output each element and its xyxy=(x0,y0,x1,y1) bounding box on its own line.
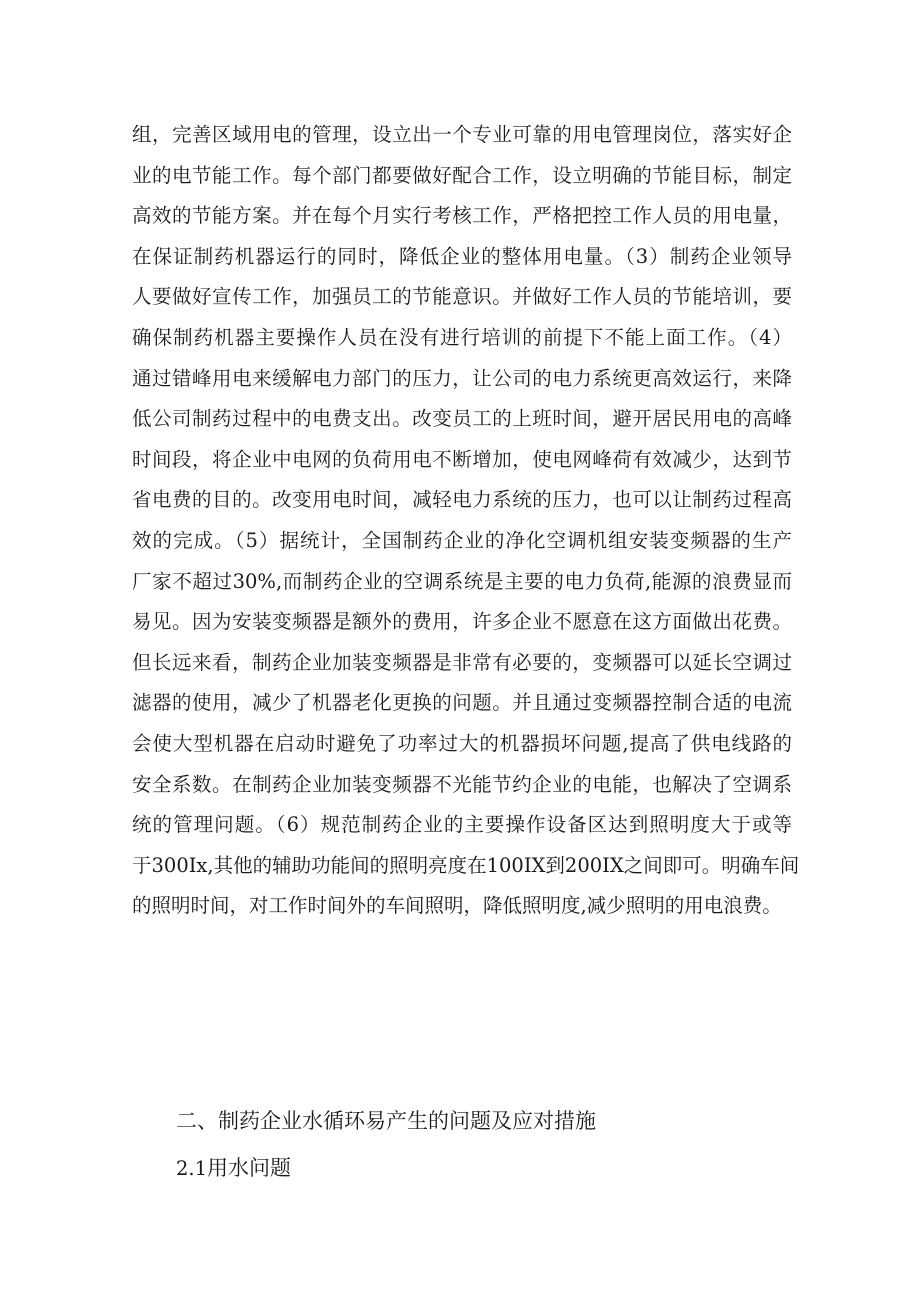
paragraph-line: 效的完成。（5）据统计，全国制药企业的净化空调机组安装变频器的生产 xyxy=(132,528,792,552)
subsection-title: 用水问题 xyxy=(207,1156,292,1180)
paragraph-line: 低公司制药过程中的电费支出。改变员工的上班时间，避开居民用电的高峰 xyxy=(132,407,792,431)
paragraph-line: 人要做好宣传工作，加强员工的节能意识。并做好工作人员的节能培训，要 xyxy=(132,285,792,309)
paragraph-line: 通过错峰用电来缓解电力部门的压力，让公司的电力系统更高效运行，来降 xyxy=(132,366,792,390)
paragraph-line: 业的电节能工作。每个部门都要做好配合工作，设立明确的节能目标，制定 xyxy=(132,163,792,187)
subsection-heading xyxy=(176,1152,291,1182)
paragraph-line: 在保证制药机器运行的同时，降低企业的整体用电量。（3）制药企业领导 xyxy=(132,244,792,268)
body-paragraph xyxy=(132,115,800,927)
paragraph-line: 高效的节能方案。并在每个月实行考核工作，严格把控工作人员的用电量， xyxy=(132,204,792,228)
paragraph-line: 时间段，将企业中电网的负荷用电不断增加，使电网峰荷有效减少，达到节 xyxy=(132,447,792,471)
paragraph-line: 安全系数。在制药企业加装变频器不光能节约企业的电能，也解决了空调系 xyxy=(132,772,792,796)
subsection-number: 2.1 xyxy=(176,1157,208,1180)
paragraph-line: 的照明时间，对工作时间外的车间照明，降低照明度,减少照明的用电浪费。 xyxy=(132,894,782,918)
paragraph-line: 组，完善区域用电的管理，设立出一个专业可靠的用电管理岗位，落实好企 xyxy=(132,123,792,146)
paragraph-line: 易见。因为安装变频器是额外的费用，许多企业不愿意在这方面做出花费。 xyxy=(132,610,792,634)
paragraph-line: 但长远来看，制药企业加装变频器是非常有必要的，变频器可以延长空调过 xyxy=(132,650,792,674)
paragraph-line: 会使大型机器在启动时避免了功率过大的机器损坏问题,提高了供电线路的 xyxy=(132,731,792,755)
paragraph-line: 确保制药机器主要操作人员在没有进行培训的前提下不能上面工作。（4） xyxy=(132,325,792,349)
paragraph-line: 厂家不超过30%,而制药企业的空调系统是主要的电力负荷,能源的浪费显而 xyxy=(132,569,792,593)
paragraph-line: 统的管理问题。（6）规范制药企业的主要操作设备区达到照明度大于或等 xyxy=(132,813,792,837)
paragraph-line: 省电费的目的。改变用电时间，减轻电力系统的压力，也可以让制药过程高 xyxy=(132,488,792,512)
paragraph-line: 滤器的使用，减少了机器老化更换的问题。并且通过变频器控制合适的电流 xyxy=(132,691,792,715)
section-heading: 二、制药企业水循环易产生的问题及应对措施 xyxy=(176,1109,596,1133)
paragraph-line: 于300Ix,其他的辅助功能间的照明亮度在100IX到200IX之间即可。明确车间 xyxy=(132,853,800,877)
